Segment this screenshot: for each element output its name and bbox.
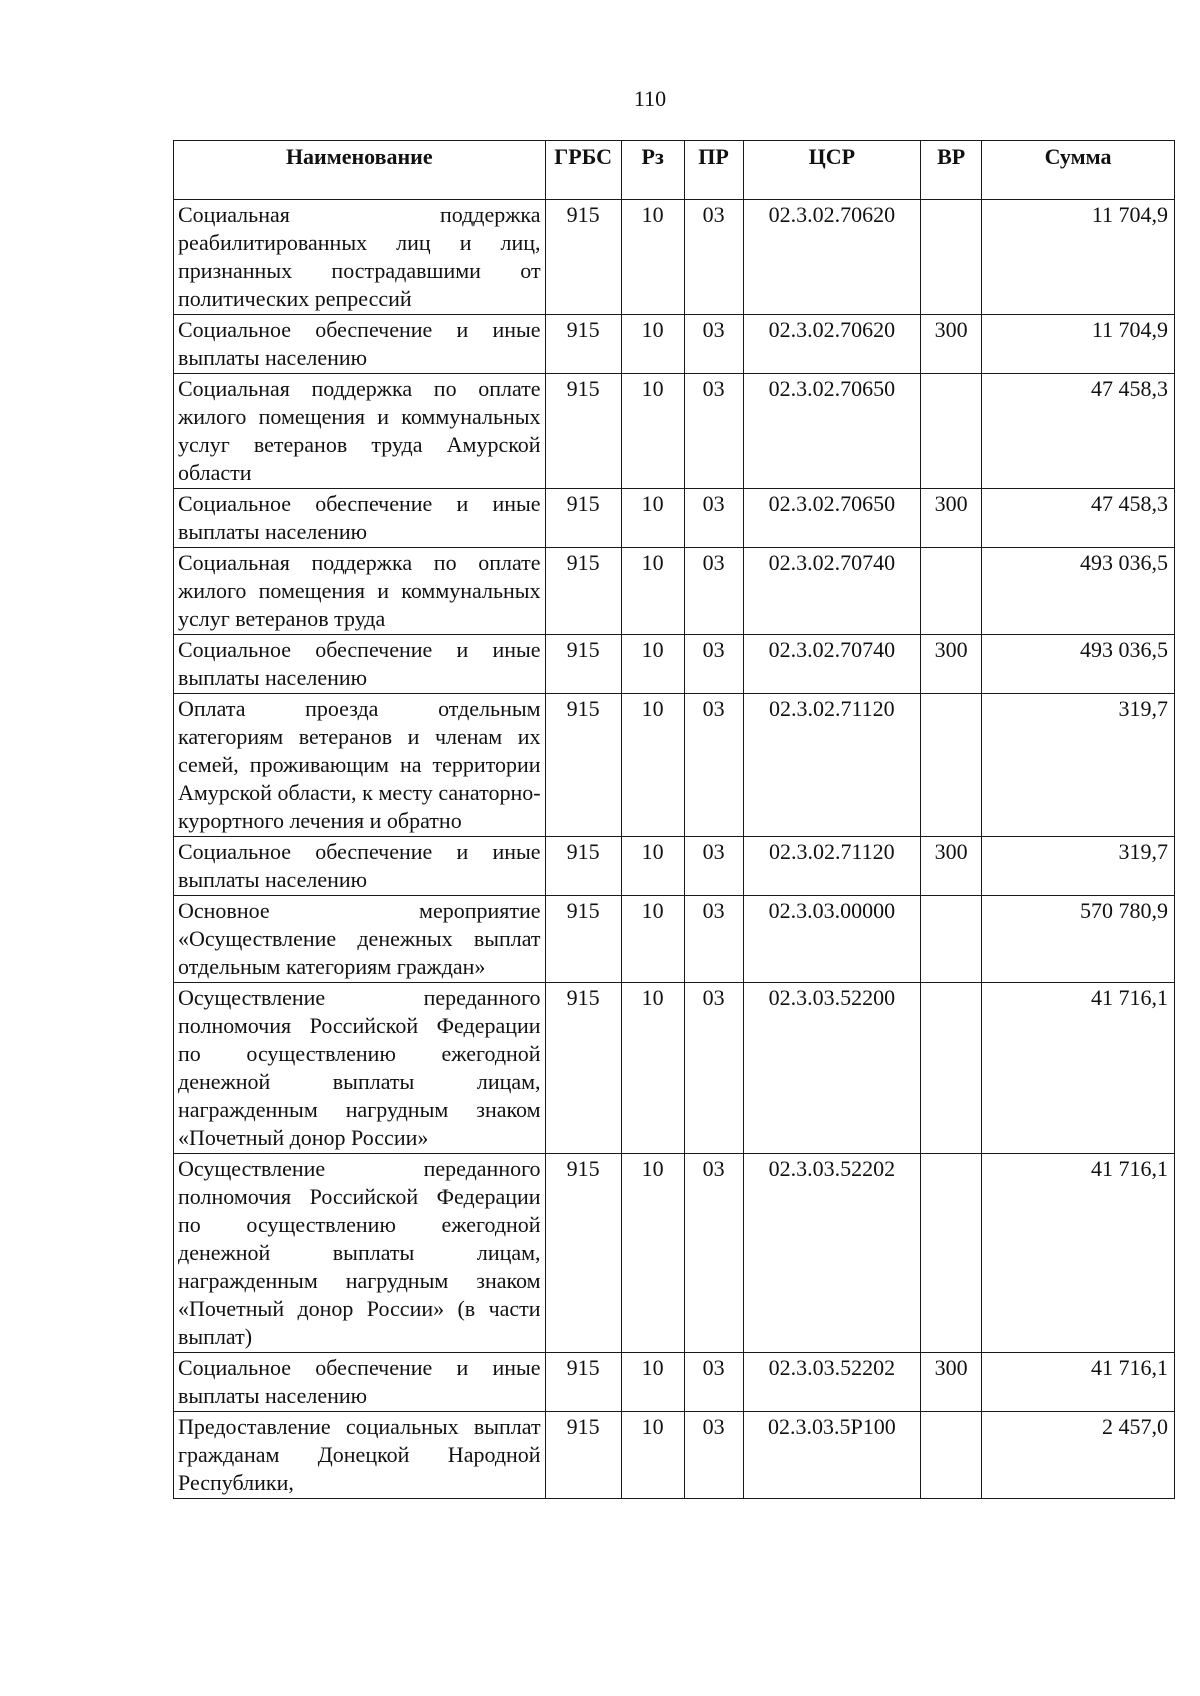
cell-grbs: 915 [545,315,621,374]
cell-vr [921,1412,982,1499]
cell-vr [921,694,982,837]
table-row [174,1154,1175,1353]
cell-csr: 02.3.02.70620 [743,200,921,315]
cell-sum: 570 780,9 [982,896,1175,983]
table-body [174,200,1175,1499]
cell-pr: 03 [684,315,743,374]
cell-pr: 03 [684,1353,743,1412]
cell-sum: 319,7 [982,694,1175,837]
cell-pr: 03 [684,489,743,548]
cell-grbs: 915 [545,694,621,837]
cell-grbs: 915 [545,837,621,896]
cell-csr: 02.3.02.71120 [743,694,921,837]
cell-pr: 03 [684,548,743,635]
header-sum: Сумма [982,141,1175,200]
cell-vr [921,1154,982,1353]
budget-table [173,140,1175,1499]
cell-grbs: 915 [545,200,621,315]
table-row [174,1353,1175,1412]
cell-vr [921,983,982,1154]
table-row [174,896,1175,983]
cell-grbs: 915 [545,1412,621,1499]
table-row [174,1412,1175,1499]
cell-rz: 10 [621,837,684,896]
cell-sum: 47 458,3 [982,374,1175,489]
cell-name: Основное мероприятие «Осуществление денежных выплат отдельным категориям граждан» [174,896,546,983]
cell-csr: 02.3.02.70650 [743,489,921,548]
header-row [174,141,1175,200]
cell-rz: 10 [621,1412,684,1499]
cell-pr: 03 [684,1412,743,1499]
cell-pr: 03 [684,1154,743,1353]
page-number: 110 [633,86,667,111]
cell-vr: 300 [921,489,982,548]
cell-csr: 02.3.02.71120 [743,837,921,896]
cell-csr: 02.3.03.52200 [743,983,921,1154]
cell-csr: 02.3.03.00000 [743,896,921,983]
cell-name: Социальное обеспечение и иные выплаты населению [174,1353,546,1412]
cell-sum: 493 036,5 [982,635,1175,694]
cell-name: Социальное обеспечение и иные выплаты населению [174,315,546,374]
cell-pr: 03 [684,983,743,1154]
cell-vr: 300 [921,315,982,374]
cell-grbs: 915 [545,1154,621,1353]
cell-grbs: 915 [545,635,621,694]
cell-name: Предоставление социальных выплат гражданам Донецкой Народной Республики, [174,1412,546,1499]
cell-vr: 300 [921,635,982,694]
cell-name: Социальная поддержка по оплате жилого помещения и коммунальных услуг ветеранов труда [174,548,546,635]
cell-rz: 10 [621,200,684,315]
cell-rz: 10 [621,983,684,1154]
cell-grbs: 915 [545,1353,621,1412]
header-rz: Рз [621,141,684,200]
cell-csr: 02.3.02.70740 [743,635,921,694]
cell-name: Социальная поддержка по оплате жилого помещения и коммунальных услуг ветеранов труда Амурской области [174,374,546,489]
cell-rz: 10 [621,1353,684,1412]
header-name: Наименование [174,141,546,200]
cell-sum: 493 036,5 [982,548,1175,635]
cell-sum: 11 704,9 [982,315,1175,374]
cell-vr [921,374,982,489]
cell-vr [921,548,982,635]
cell-sum: 2 457,0 [982,1412,1175,1499]
cell-sum: 319,7 [982,837,1175,896]
cell-sum: 41 716,1 [982,1353,1175,1412]
cell-sum: 41 716,1 [982,1154,1175,1353]
table-row [174,489,1175,548]
table-row [174,694,1175,837]
cell-pr: 03 [684,374,743,489]
cell-rz: 10 [621,635,684,694]
table-row [174,548,1175,635]
table-row [174,374,1175,489]
cell-pr: 03 [684,635,743,694]
cell-name: Осуществление переданного полномочия Российской Федерации по осуществлению ежегодной денежной выплаты лицам, награжденным нагрудным знаком «Почетный донор России» [174,983,546,1154]
cell-pr: 03 [684,896,743,983]
header-grbs: ГРБС [545,141,621,200]
header-pr: ПР [684,141,743,200]
cell-grbs: 915 [545,548,621,635]
cell-csr: 02.3.02.70650 [743,374,921,489]
table-row [174,635,1175,694]
cell-name: Социальное обеспечение и иные выплаты населению [174,635,546,694]
cell-rz: 10 [621,489,684,548]
cell-name: Осуществление переданного полномочия Российской Федерации по осуществлению ежегодной денежной выплаты лицам, награжденным нагрудным знаком «Почетный донор России» (в части выплат) [174,1154,546,1353]
cell-csr: 02.3.03.52202 [743,1353,921,1412]
cell-grbs: 915 [545,374,621,489]
cell-pr: 03 [684,694,743,837]
cell-csr: 02.3.02.70740 [743,548,921,635]
cell-rz: 10 [621,315,684,374]
cell-csr: 02.3.03.52202 [743,1154,921,1353]
cell-pr: 03 [684,837,743,896]
cell-grbs: 915 [545,896,621,983]
cell-csr: 02.3.03.5Р100 [743,1412,921,1499]
header-vr: ВР [921,141,982,200]
cell-name: Социальная поддержка реабилитированных лиц и лиц, признанных пострадавшими от политических репрессий [174,200,546,315]
cell-vr: 300 [921,837,982,896]
cell-rz: 10 [621,374,684,489]
cell-rz: 10 [621,548,684,635]
cell-csr: 02.3.02.70620 [743,315,921,374]
cell-sum: 11 704,9 [982,200,1175,315]
cell-grbs: 915 [545,489,621,548]
cell-sum: 47 458,3 [982,489,1175,548]
table-row [174,983,1175,1154]
table-row [174,315,1175,374]
cell-rz: 10 [621,896,684,983]
cell-grbs: 915 [545,983,621,1154]
table-row [174,837,1175,896]
table-header [174,141,1175,200]
table-row [174,200,1175,315]
cell-name: Социальное обеспечение и иные выплаты населению [174,837,546,896]
cell-name: Социальное обеспечение и иные выплаты населению [174,489,546,548]
cell-rz: 10 [621,694,684,837]
cell-pr: 03 [684,200,743,315]
cell-sum: 41 716,1 [982,983,1175,1154]
cell-vr: 300 [921,1353,982,1412]
header-csr: ЦСР [743,141,921,200]
cell-vr [921,200,982,315]
cell-name: Оплата проезда отдельным категориям ветеранов и членам их семей, проживающим на территории Амурской области, к месту санаторно-курортного лечения и обратно [174,694,546,837]
cell-rz: 10 [621,1154,684,1353]
cell-vr [921,896,982,983]
